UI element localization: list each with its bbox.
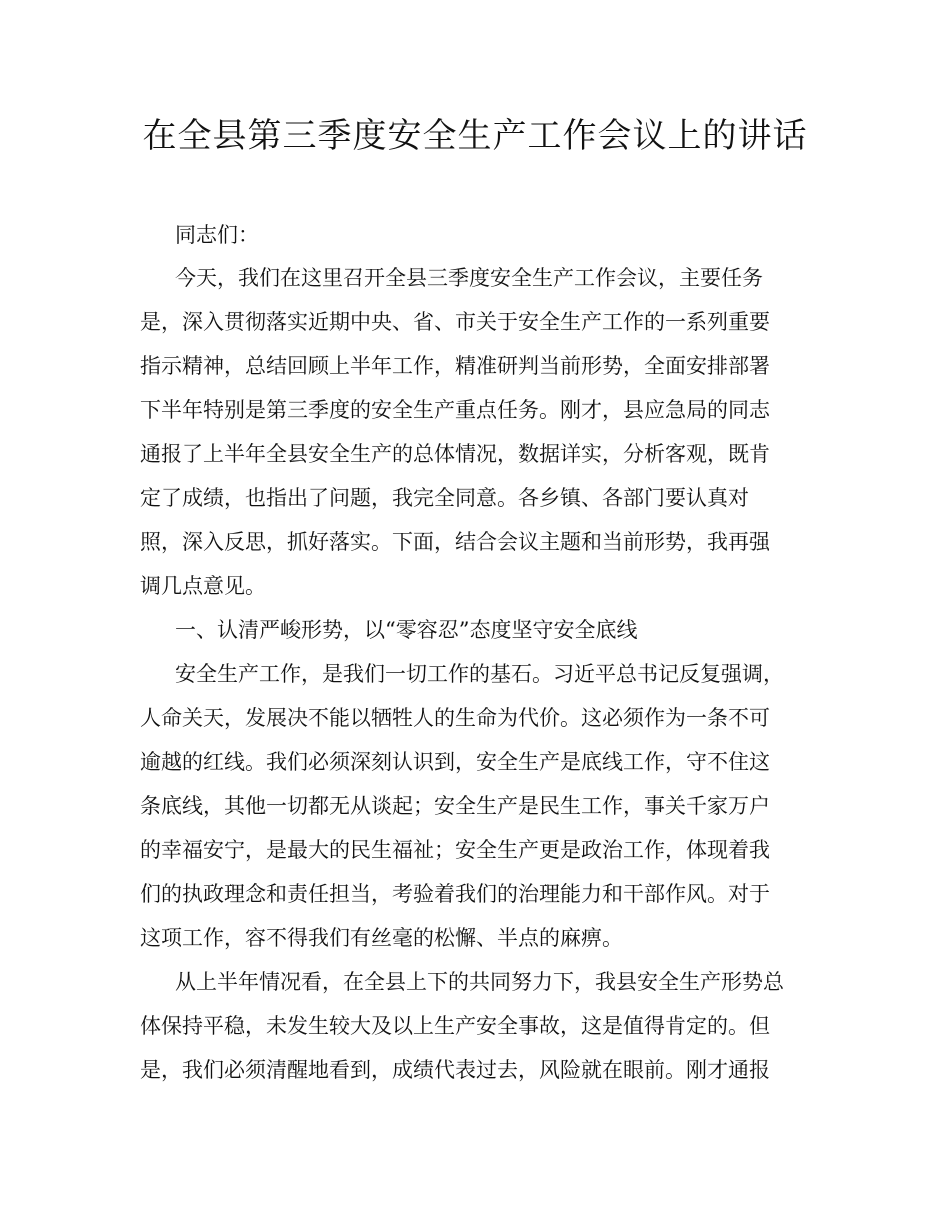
body-line: 的幸福安宁，是最大的民生福祉；安全生产更是政治工作，体现着我 (140, 838, 770, 862)
body-line: 指示精神，总结回顾上半年工作，精准研判当前形势，全面安排部署 (140, 354, 770, 378)
body-line: 通报了上半年全县安全生产的总体情况，数据详实，分析客观，既肯 (140, 442, 770, 466)
body-line: 下半年特别是第三季度的安全生产重点任务。刚才，县应急局的同志 (140, 398, 770, 422)
body-line: 这项工作，容不得我们有丝毫的松懈、半点的麻痹。 (140, 926, 623, 950)
body-line: 们的执政理念和责任担当，考验着我们的治理能力和干部作风。对于 (140, 882, 770, 906)
section-heading: 一、认清严峻形势，以“零容忍”态度坚守安全底线 (175, 618, 638, 642)
document-title: 在全县第三季度安全生产工作会议上的讲话 (142, 116, 808, 156)
body-line: 今天，我们在这里召开全县三季度安全生产工作会议，主要任务 (175, 266, 763, 290)
body-line: 调几点意见。 (140, 574, 266, 598)
body-line: 是，深入贯彻落实近期中央、省、市关于安全生产工作的一系列重要 (140, 310, 770, 334)
body-line: 安全生产工作，是我们一切工作的基石。习近平总书记反复强调， (175, 662, 784, 686)
body-line: 是，我们必须清醒地看到，成绩代表过去，风险就在眼前。刚才通报 (140, 1058, 770, 1082)
salutation: 同志们： (175, 223, 259, 247)
body-line: 条底线，其他一切都无从谈起；安全生产是民生工作，事关千家万户 (140, 794, 770, 818)
body-line: 照，深入反思，抓好落实。下面，结合会议主题和当前形势，我再强 (140, 530, 770, 554)
body-line: 定了成绩，也指出了问题，我完全同意。各乡镇、各部门要认真对 (140, 486, 749, 510)
body-line: 逾越的红线。我们必须深刻认识到，安全生产是底线工作，守不住这 (140, 750, 770, 774)
body-line: 从上半年情况看，在全县上下的共同努力下，我县安全生产形势总 (175, 970, 784, 994)
body-line: 体保持平稳，未发生较大及以上生产安全事故，这是值得肯定的。但 (140, 1014, 770, 1038)
body-line: 人命关天，发展决不能以牺牲人的生命为代价。这必须作为一条不可 (140, 706, 770, 730)
